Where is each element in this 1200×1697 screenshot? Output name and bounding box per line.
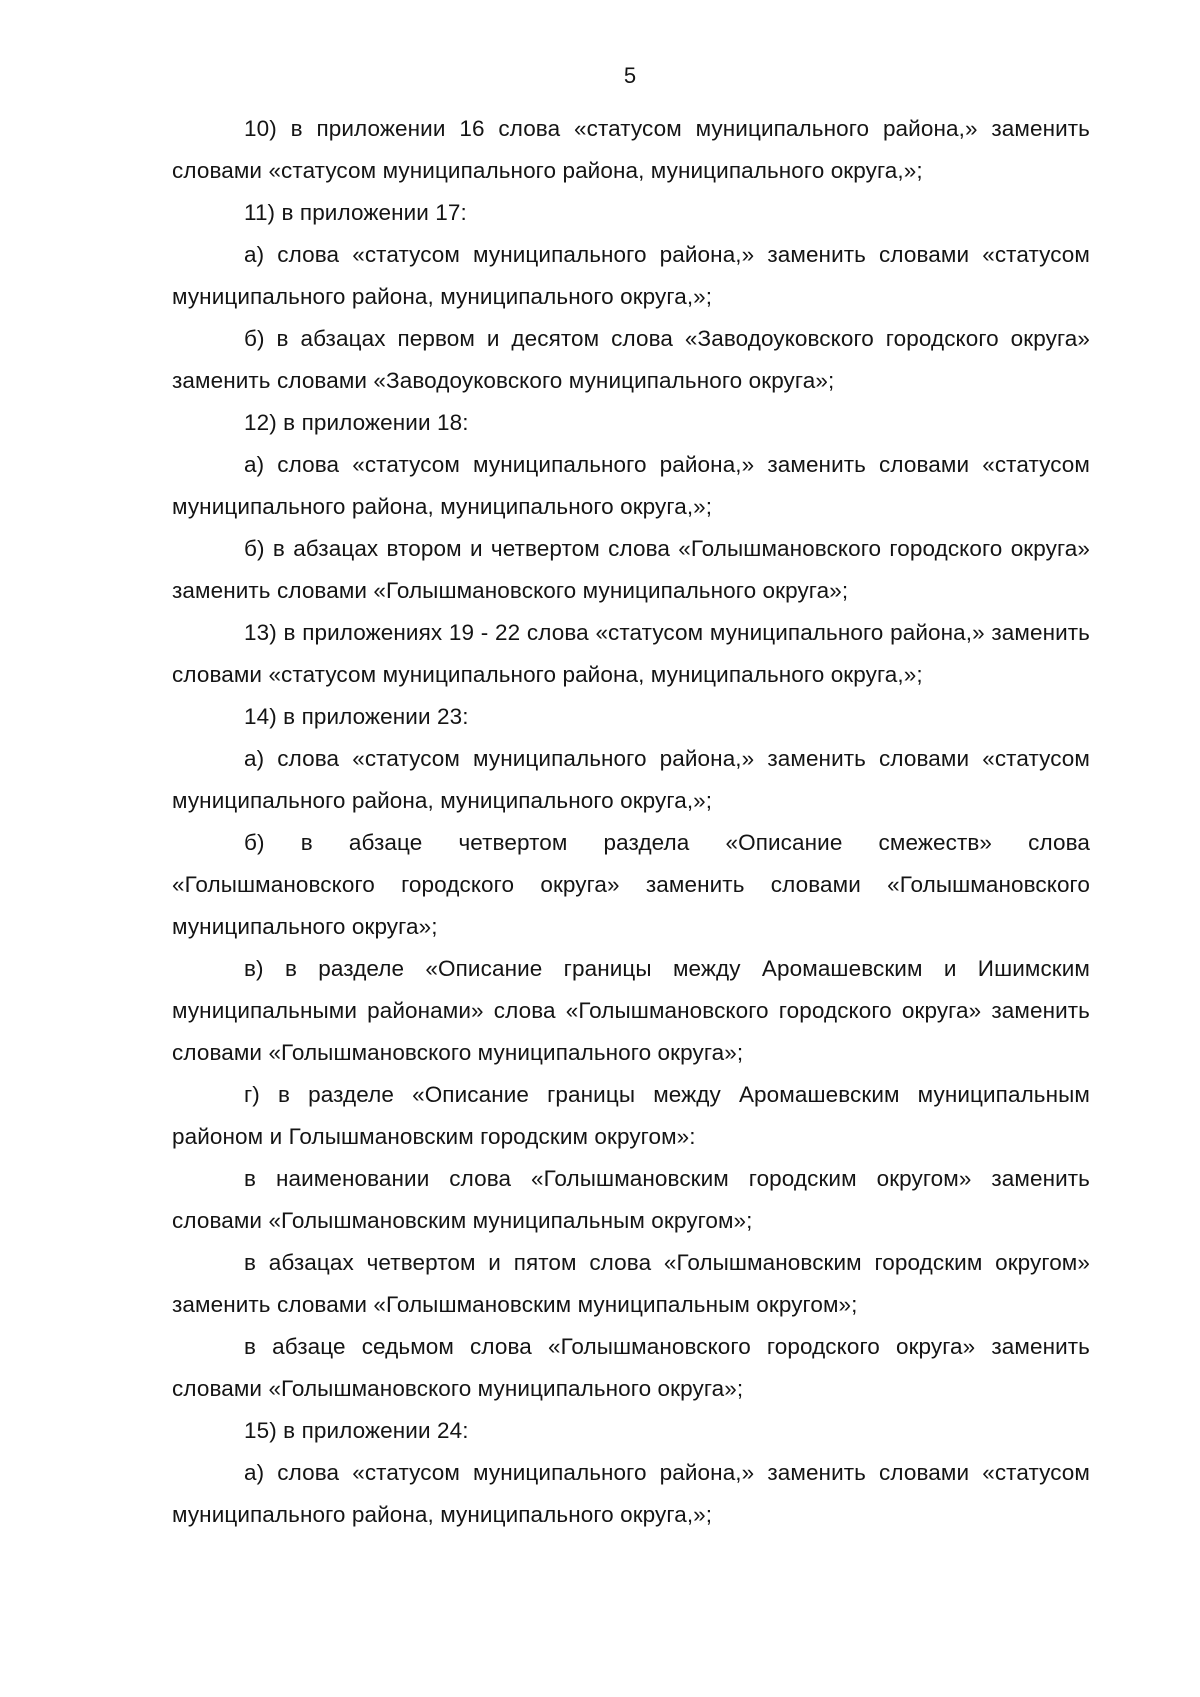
paragraph-12: 12) в приложении 18: [244,410,469,435]
paragraph-10: 10) в приложении 16 слова «статусом муниципального района,» заменить словами «статусом муниципального района, муниципального округа,»; [172,116,1090,183]
paragraph-14g-abz-7: в абзаце седьмом слова «Голышмановского городского округа» заменить словами «Голышмановского муниципального округа»; [172,1334,1090,1401]
paragraph-11a: а) слова «статусом муниципального района,» заменить словами «статусом муниципального района, муниципального округа,»; [172,242,1090,309]
paragraph-12a: а) слова «статусом муниципального района,» заменить словами «статусом муниципального района, муниципального округа,»; [172,452,1090,519]
paragraph-12b: б) в абзацах втором и четвертом слова «Голышмановского городского округа» заменить словами «Голышмановского муниципального округа»; [172,536,1090,603]
paragraph-14b: б) в абзаце четвертом раздела «Описание смежеств» слова «Голышмановского городского округа» заменить словами «Голышмановского муниципального округа»; [172,830,1090,939]
paragraph-14v: в) в разделе «Описание границы между Аромашевским и Ишимским муниципальными районами» слова «Голышмановского городского округа» заменить словами «Голышмановского муниципального округа»; [172,956,1090,1065]
paragraph-11b: б) в абзацах первом и десятом слова «Заводоуковского городского округа» заменить словами «Заводоуковского муниципального округа»; [172,326,1090,393]
paragraph-14a: а) слова «статусом муниципального района,» заменить словами «статусом муниципального района, муниципального округа,»; [172,746,1090,813]
paragraph-14: 14) в приложении 23: [244,704,469,729]
document-body [172,108,1090,1536]
page-number: 5 [623,63,637,88]
paragraph-14g: г) в разделе «Описание границы между Аромашевским муниципальным районом и Голышмановским городским округом»: [172,1082,1090,1149]
paragraph-14g-title: в наименовании слова «Голышмановским городским округом» заменить словами «Голышмановским муниципальным округом»; [172,1166,1090,1233]
paragraph-14g-abz-4-5: в абзацах четвертом и пятом слова «Голышмановским городским округом» заменить словами «Голышмановским муниципальным округом»; [172,1250,1090,1317]
paragraph-13: 13) в приложениях 19 - 22 слова «статусом муниципального района,» заменить словами «статусом муниципального района, муниципального округа,»; [172,620,1090,687]
paragraph-15: 15) в приложении 24: [244,1418,469,1443]
paragraph-11: 11) в приложении 17: [244,200,467,225]
paragraph-15a: а) слова «статусом муниципального района,» заменить словами «статусом муниципального района, муниципального округа,»; [172,1460,1090,1527]
